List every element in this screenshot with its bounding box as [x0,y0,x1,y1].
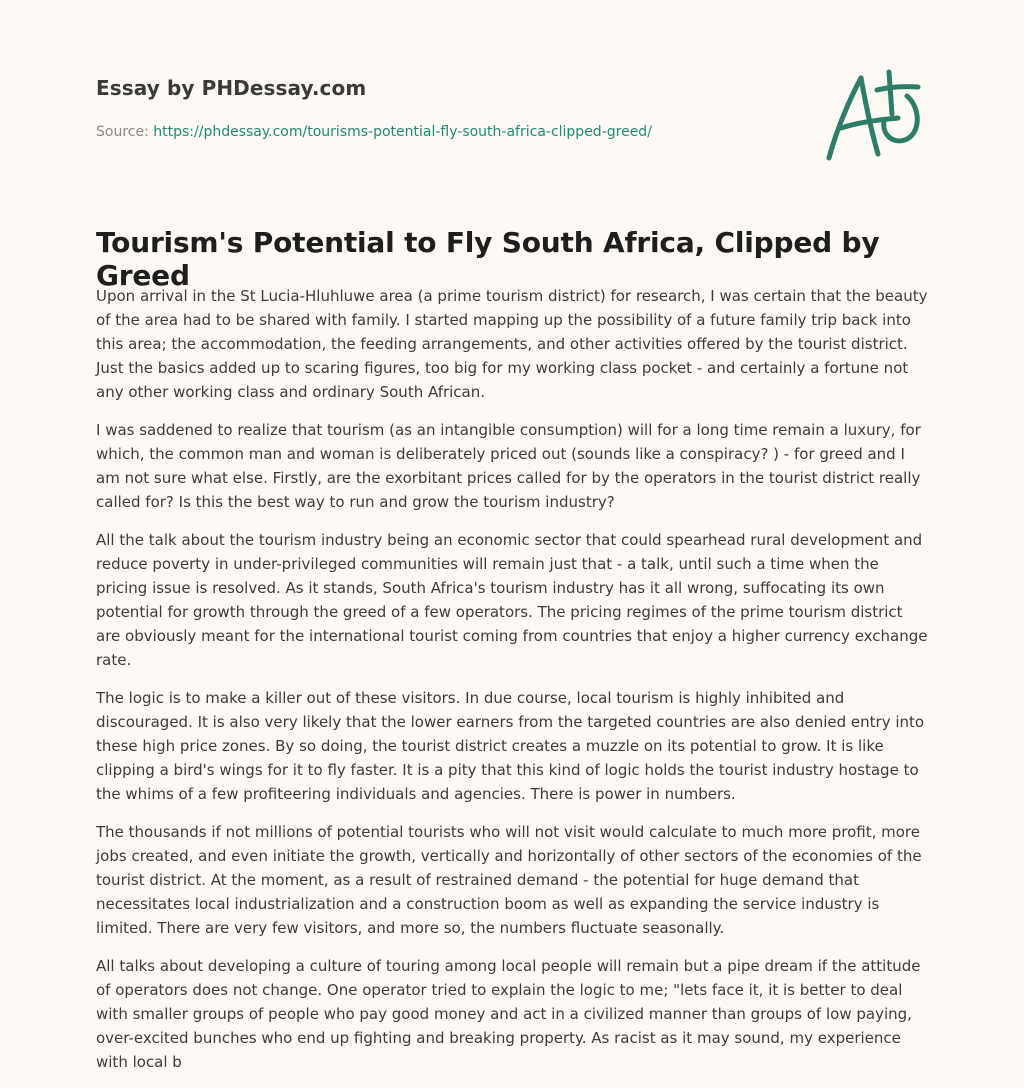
essay-paragraph: The logic is to make a killer out of these visitors. In due course, local tourism is highly inhibited and discouraged. It is also very likely that the lower earners from the targeted countries are also denied entry into these high price zones. By so doing, the tourist district creates a muzzle on its potential to grow. It is like clipping a bird's wings for it to fly faster. It is a pity that this kind of logic holds the tourist industry hostage to the whims of a few profiteering individuals and agencies. There is power in numbers. [96,689,925,803]
source-line [96,124,652,140]
essay-paragraph: I was saddened to realize that tourism (as an intangible consumption) will for a long time remain a luxury, for which, the common man and woman is deliberately priced out (sounds like a conspiracy? ) - for greed and I am not sure what else. Firstly, are the exorbitant prices called for by the operators in the tourist district really called for? Is this the best way to run and grow the tourism industry? [96,421,921,511]
site-brand: Essay by PHDessay.com [96,76,367,100]
essay-body [96,284,930,1088]
essay-paragraph: Upon arrival in the St Lucia-Hluhluwe area (a prime tourism district) for research, I was certain that the beauty of the area had to be shared with family. I started mapping up the possibility of a future family trip back into this area; the accommodation, the feeding arrangements, and other activities offered by the tourist district. Just the basics added up to scaring figures, too big for my working class pocket - and certainly a fortune not any other working class and ordinary South African. [96,287,928,401]
essay-title: Tourism's Potential to Fly South Africa, Clipped by Greed [96,226,880,292]
source-link[interactable]: https://phdessay.com/tourisms-potential-fly-south-africa-clipped-greed/ [153,124,652,140]
source-label: Source: [96,124,154,140]
a-plus-grade-icon [822,66,926,166]
essay-paragraph: All the talk about the tourism industry being an economic sector that could spearhead rural development and reduce poverty in under-privileged communities will remain just that - a talk, until such a time when the pricing issue is resolved. As it stands, South Africa's tourism industry has it all wrong, suffocating its own potential for growth through the greed of a few operators. The pricing regimes of the prime tourism district are obviously meant for the international tourist coming from countries that enjoy a higher currency exchange rate. [96,531,928,669]
essay-paragraph: The thousands if not millions of potential tourists who will not visit would calculate to much more profit, more jobs created, and even initiate the growth, vertically and horizontally of other sectors of the economies of the tourist district. At the moment, as a result of restrained demand - the potential for huge demand that necessitates local industrialization and a construction boom as well as expanding the service industry is limited. There are very few visitors, and more so, the numbers fluctuate seasonally. [96,823,922,937]
essay-paragraph: All talks about developing a culture of touring among local people will remain but a pipe dream if the attitude of operators does not change. One operator tried to explain the logic to me; "lets face it, it is better to deal with smaller groups of people who pay good money and act in a civilized manner than groups of low paying, over-excited bunches who end up fighting and breaking property. As racist as it may sound, my experience with local b [96,957,921,1071]
